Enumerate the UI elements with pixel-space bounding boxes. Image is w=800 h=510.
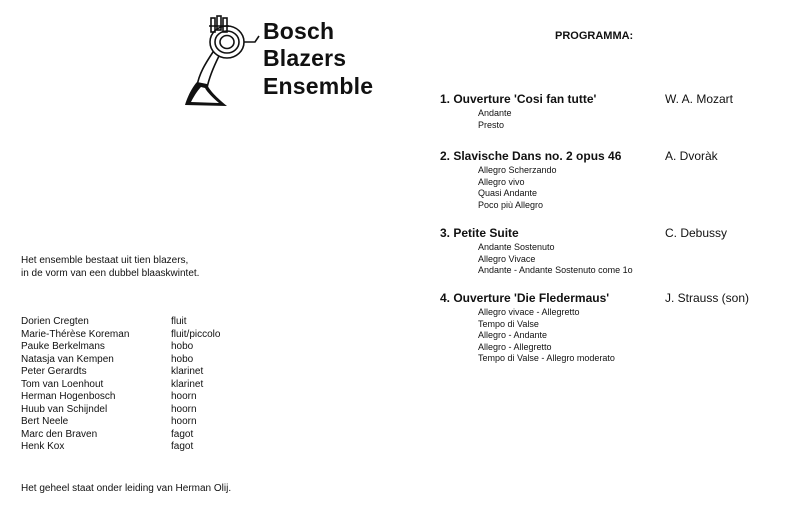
piece-composer: C. Debussy (665, 226, 728, 240)
movement: Tempo di Valse - Allegro moderato (478, 353, 615, 363)
movement: Allegro - Andante (478, 330, 548, 340)
member-name: Tom van Loenhout (21, 378, 104, 390)
intro-line: Het ensemble bestaat uit tien blazers, (21, 255, 189, 266)
member-name: Marc den Braven (21, 428, 98, 440)
program-title: PROGRAMMA: (555, 30, 634, 42)
member-name: Pauke Berkelmans (21, 341, 105, 352)
member-name: Natasja van Kempen (21, 353, 114, 365)
conductor-note: Het geheel staat onder leiding van Herman Olij. (21, 483, 232, 494)
piece-title: 3. Petite Suite (440, 226, 519, 240)
movement: Allegro vivo (478, 176, 525, 187)
member-instrument: fluit (171, 316, 187, 327)
logo-text-line-3: Ensemble (263, 73, 374, 99)
logo-text-line-2: Blazers (263, 45, 347, 71)
movement: Allegro vivace - Allegretto (478, 307, 580, 317)
member-name: Huub van Schijndel (21, 403, 108, 415)
logo-text-line-1: Bosch (263, 18, 335, 44)
piece-composer: J. Strauss (son) (665, 291, 750, 305)
movement: Allegro - Allegretto (478, 341, 552, 352)
piece-title: 4. Ouverture 'Die Fledermaus' (440, 291, 610, 305)
member-instrument: fagot (171, 441, 194, 452)
movement: Quasi Andante (478, 188, 538, 198)
movement: Andante (478, 108, 512, 118)
member-name: Marie-Thérèse Koreman (21, 328, 130, 340)
movement: Andante Sostenuto (478, 242, 555, 252)
member-instrument: klarinet (171, 366, 204, 377)
piece-composer: W. A. Mozart (665, 92, 734, 106)
member-name: Henk Kox (21, 441, 65, 452)
movement-list (478, 307, 615, 365)
movement: Allegro Vivace (478, 253, 536, 264)
french-horn-icon (183, 12, 263, 108)
movement: Poco più Allegro (478, 199, 544, 210)
intro-line: in de vorm van een dubbel blaaskwintet. (21, 268, 200, 279)
movement-list (478, 108, 512, 131)
member-name: Bert Neele (21, 416, 69, 427)
movement: Andante - Andante Sostenuto come 1o (478, 265, 633, 275)
member-name: Herman Hogenbosch (21, 391, 116, 402)
member-instrument: hoorn (171, 416, 197, 427)
piece-title: 2. Slavische Dans no. 2 opus 46 (440, 149, 622, 163)
movement: Allegro Scherzando (478, 165, 557, 175)
member-name: Dorien Cregten (21, 316, 89, 327)
movement-list (478, 165, 557, 211)
member-instrument: hoorn (171, 403, 197, 415)
member-name: Peter Gerardts (21, 366, 87, 377)
member-instrument: hoorn (171, 391, 197, 402)
movement-list (478, 242, 633, 277)
piece-title: 1. Ouverture 'Cosi fan tutte' (440, 92, 597, 106)
member-instrument: hobo (171, 341, 194, 352)
piece-composer: A. Dvoràk (665, 149, 718, 163)
movement: Tempo di Valse (478, 318, 539, 329)
ensemble-intro (21, 254, 199, 280)
member-instrument: klarinet (171, 378, 204, 390)
movement: Presto (478, 119, 505, 130)
member-instrument: fagot (171, 428, 194, 440)
member-instrument: fluit/piccolo (171, 328, 221, 340)
member-instrument: hobo (171, 353, 194, 365)
